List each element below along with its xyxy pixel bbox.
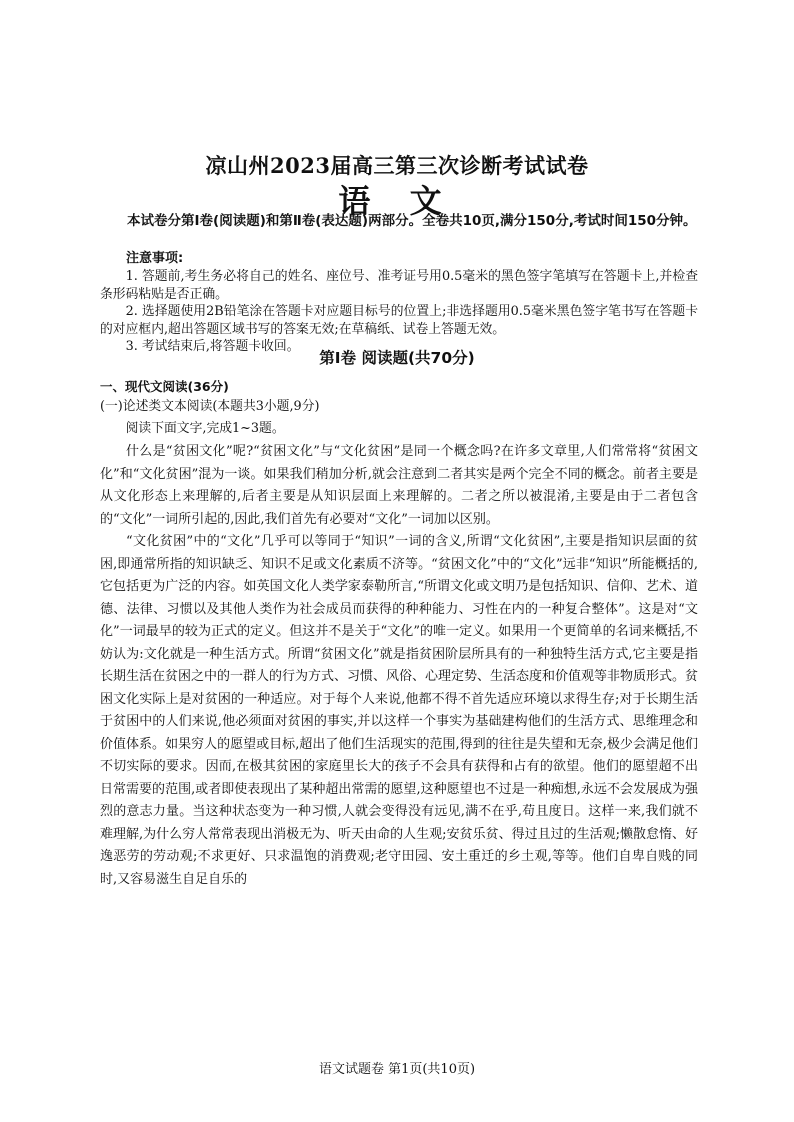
passage-paragraph: 什么是“贫困文化”呢?“贫困文化”与“文化贫困”是同一个概念吗?在许多文章里,人们常常将“贫困文化”和“文化贫困”混为一谈。如果我们稍加分析,就会注意到二者其实是两个完全不同的概念。前者主要是从文化形态上来理解的,后者主要是从知识层面上来理解的。二者之所以被混淆,主要是由于二者包含的“文化”一词所引起的,因此,我们首先有必要对“文化”一词加以区别。	[100, 444, 698, 527]
section-title: 第Ⅰ卷 阅读题(共70分)	[319, 349, 475, 367]
notice-item: 1. 答题前,考生务必将自己的姓名、座位号、准考证号用0.5毫米的黑色签字笔填写在答题卡上,并检查条形码粘贴是否正确。	[100, 269, 698, 302]
reading-passage	[100, 441, 698, 891]
reading-instruction: 阅读下面文字,完成1~3题。	[125, 421, 285, 436]
subject-title: 语 文	[338, 182, 456, 220]
subpart-heading: (一)论述类文本阅读(本题共3小题,9分)	[100, 399, 320, 414]
exam-intro: 本试卷分第Ⅰ卷(阅读题)和第Ⅱ卷(表达题)两部分。全卷共10页,满分150分,考试时间150分钟。	[127, 213, 697, 229]
passage-paragraph: “文化贫困”中的“文化”几乎可以等同于“知识”一词的含义,所谓“文化贫困”,主要是指知识层面的贫困,即通常所指的知识缺乏、知识不足或文化素质不济等。“贫困文化”中的“文化”远非“知识”所能概括的,它包括更为广泛的内容。如英国文化人类学家泰勒所言,“所谓文化或文明乃是包括知识、信仰、艺术、道德、法律、习惯以及其他人类作为社会成员而获得的种种能力、习性在内的一种复合整体”。这是对“文化”一词最早的较为正式的定义。但这并不是关于“文化”的唯一定义。如果用一个更简单的名词来概括,不妨认为:文化就是一种生活方式。所谓“贫困文化”就是指贫困阶层所具有的一种独特生活方式,它主要是指长期生活在贫困之中的一群人的行为方式、习惯、风俗、心理定势、生活态度和价值观等非物质形式。贫困文化实际上是对贫困的一种适应。对于每个人来说,他都不得不首先适应环境以求得生存;对于长期生活于贫困中的人们来说,他必须面对贫困的事实,并以这样一个事实为基础建构他们的生活方式、思维理念和价值体系。如果穷人的愿望或目标,超出了他们生活现实的范围,得到的往往是失望和无奈,极少会满足他们不切实际的要求。因而,在极其贫困的家庭里长大的孩子不会具有获得和占有的欲望。他们的愿望超不出日常需要的范围,或者即使表现出了某种超出常需的愿望,这种愿望也不过是一种痴想,永远不会发展成为强烈的意志力量。当这种状态变为一种习惯,人就会变得没有远见,满不在乎,苟且度日。这样一来,我们就不难理解,为什么穷人常常表现出消极无为、听天由命的人生观;安贫乐贫、得过且过的生活观;懒散怠惰、好逸恶劳的劳动观;不求更好、只求温饱的消费观;老守田园、安土重迁的乡土观,等等。他们自卑自贱的同时,又容易滋生自足自乐的	[100, 534, 699, 887]
notice-heading: 注意事项:	[126, 251, 184, 266]
exam-title: 凉山州2023届高三第三次诊断考试试卷	[205, 153, 589, 178]
notice-item: 2. 选择题使用2B铅笔涂在答题卡对应题目标号的位置上;非选择题用0.5毫米黑色签字笔书写在答题卡的对应框内,超出答题区域书写的答案无效;在草稿纸、试卷上答题无效。	[100, 304, 698, 337]
part-heading: 一、现代文阅读(36分)	[100, 379, 229, 394]
page-footer: 语文试题卷 第1页(共10页)	[318, 1062, 476, 1077]
notice-list	[100, 268, 698, 356]
notice-item: 3. 考试结束后,将答题卡收回。	[125, 339, 300, 355]
